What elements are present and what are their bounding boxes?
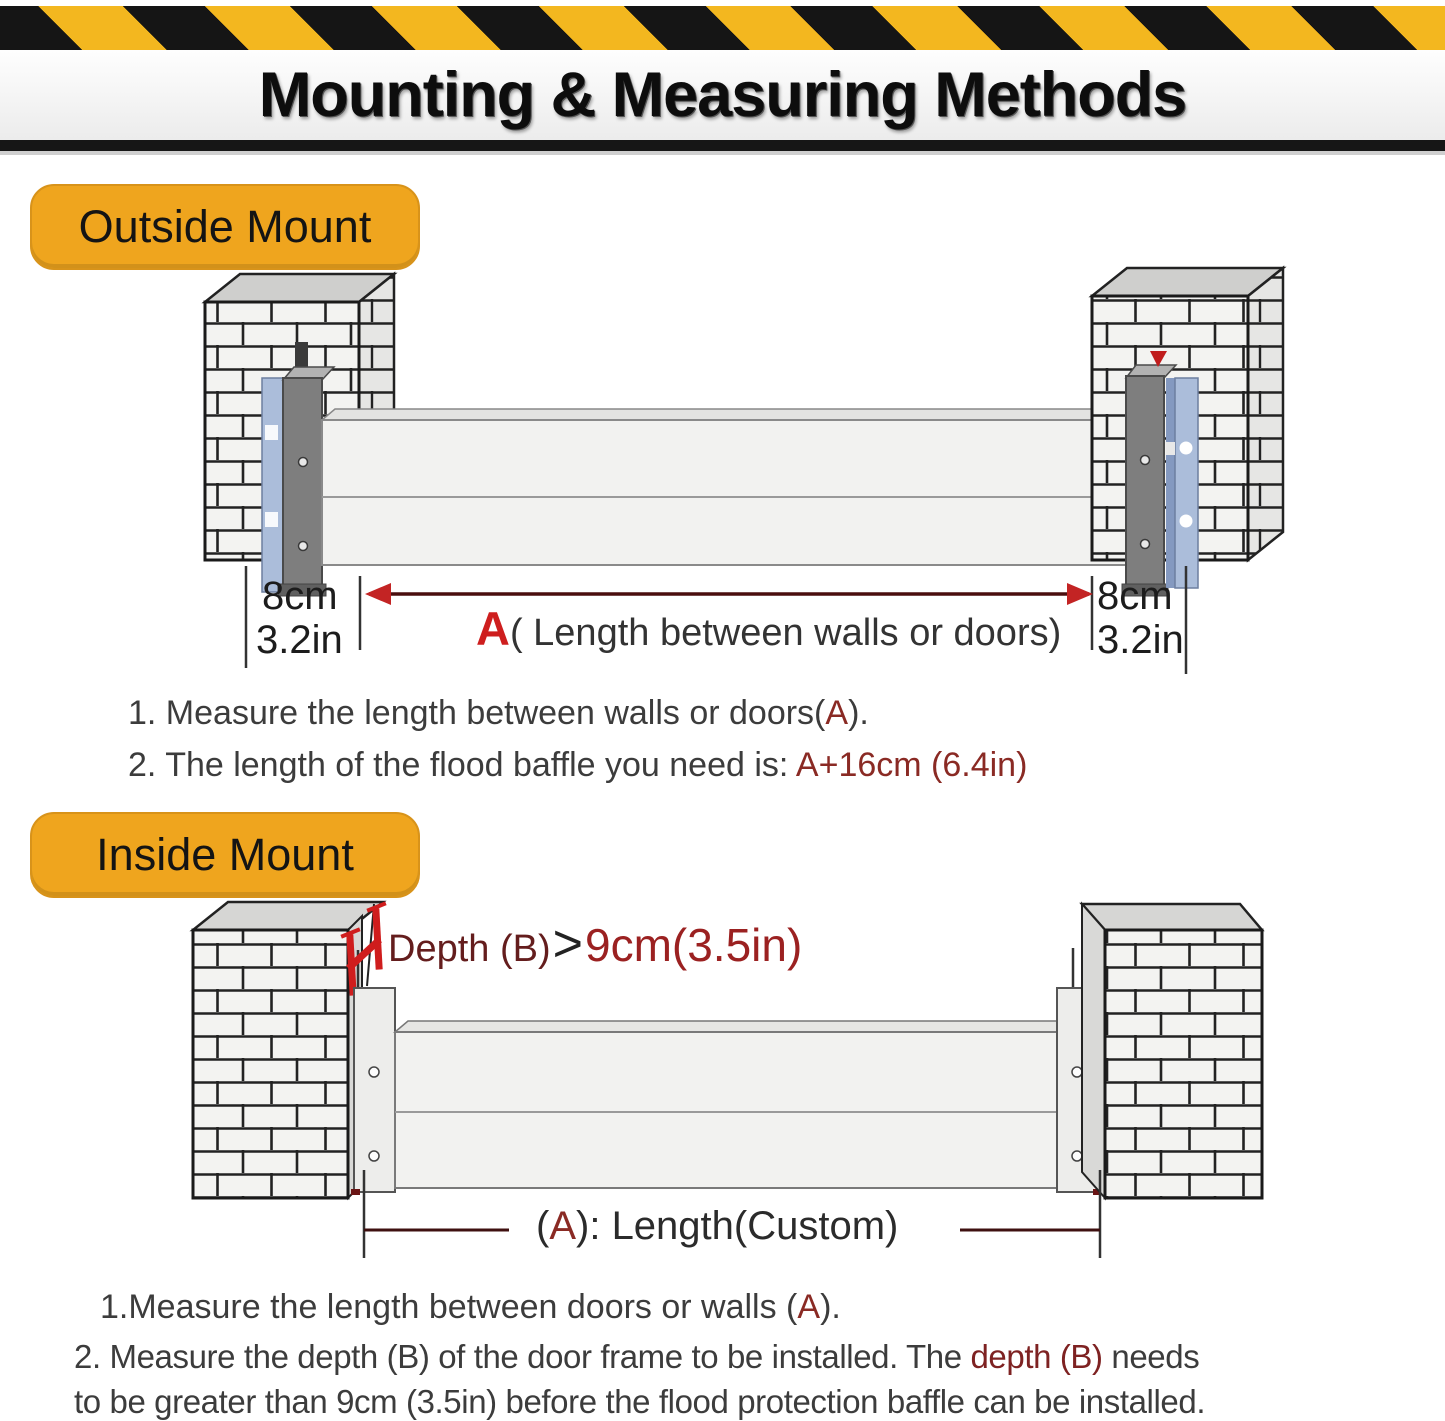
screw-hole [1141,540,1150,549]
right-brick-pillar [1082,904,1262,1198]
screw-hole [1072,1067,1082,1077]
right-offset-cm-label: 8cm [1097,574,1173,618]
pillar-top-face [1082,904,1262,930]
screw-hole [299,542,308,551]
flood-barrier-panel [322,409,1141,565]
right-offset-in-label: 3.2in [1097,618,1184,662]
right-seal-strip [1166,378,1198,588]
left-offset-cm-label: 8cm [262,574,338,618]
depth-requirement-label: Depth (B) > 9cm(3.5in) [388,915,803,973]
left-offset-in-label: 3.2in [256,618,343,662]
dimension-a-letter: A [476,602,510,655]
flood-barrier-panel [395,1021,1071,1188]
outside-mount-badge-label: Outside Mount [78,201,372,252]
page-title: Mounting & Measuring Methods [258,60,1187,130]
length-between-walls-label: A ( Length between walls or doors) [476,602,1062,655]
screw-hole [299,458,308,467]
inside-mount-badge [30,812,420,898]
pillar-side-face [1082,904,1105,1198]
screw-hole [1141,456,1150,465]
outside-step-1: 1. Measure the length between walls or doors(A). [128,694,869,732]
title-band [0,50,1445,140]
left-mounting-channel [351,988,395,1195]
pillar-side-face [1248,268,1283,560]
outside-mount-badge [30,184,420,270]
banner-underline-shadow [0,151,1445,155]
custom-length-label: (A): Length(Custom) [536,1204,899,1248]
hazard-stripe-banner [0,6,1445,50]
pillar-front-face [1105,930,1262,1198]
banner-underline [0,140,1445,151]
screw-hole [369,1151,379,1161]
inside-mount-badge-label: Inside Mount [96,829,354,880]
pillar-front-face [193,930,348,1198]
outside-step-2: 2. The length of the flood baffle you need is: A+16cm (6.4in) [128,746,1028,784]
inside-step-1: 1.Measure the length between doors or walls (A). [100,1288,841,1326]
screw-hole [369,1067,379,1077]
screw-hole [1072,1151,1082,1161]
left-seal-strip [262,378,283,592]
inside-step-2: 2. Measure the depth (B) of the door frame to be installed. The depth (B) needs to be greater than 9cm (3.5in) before the flood protection baffle can be installed. [74,1338,1206,1420]
